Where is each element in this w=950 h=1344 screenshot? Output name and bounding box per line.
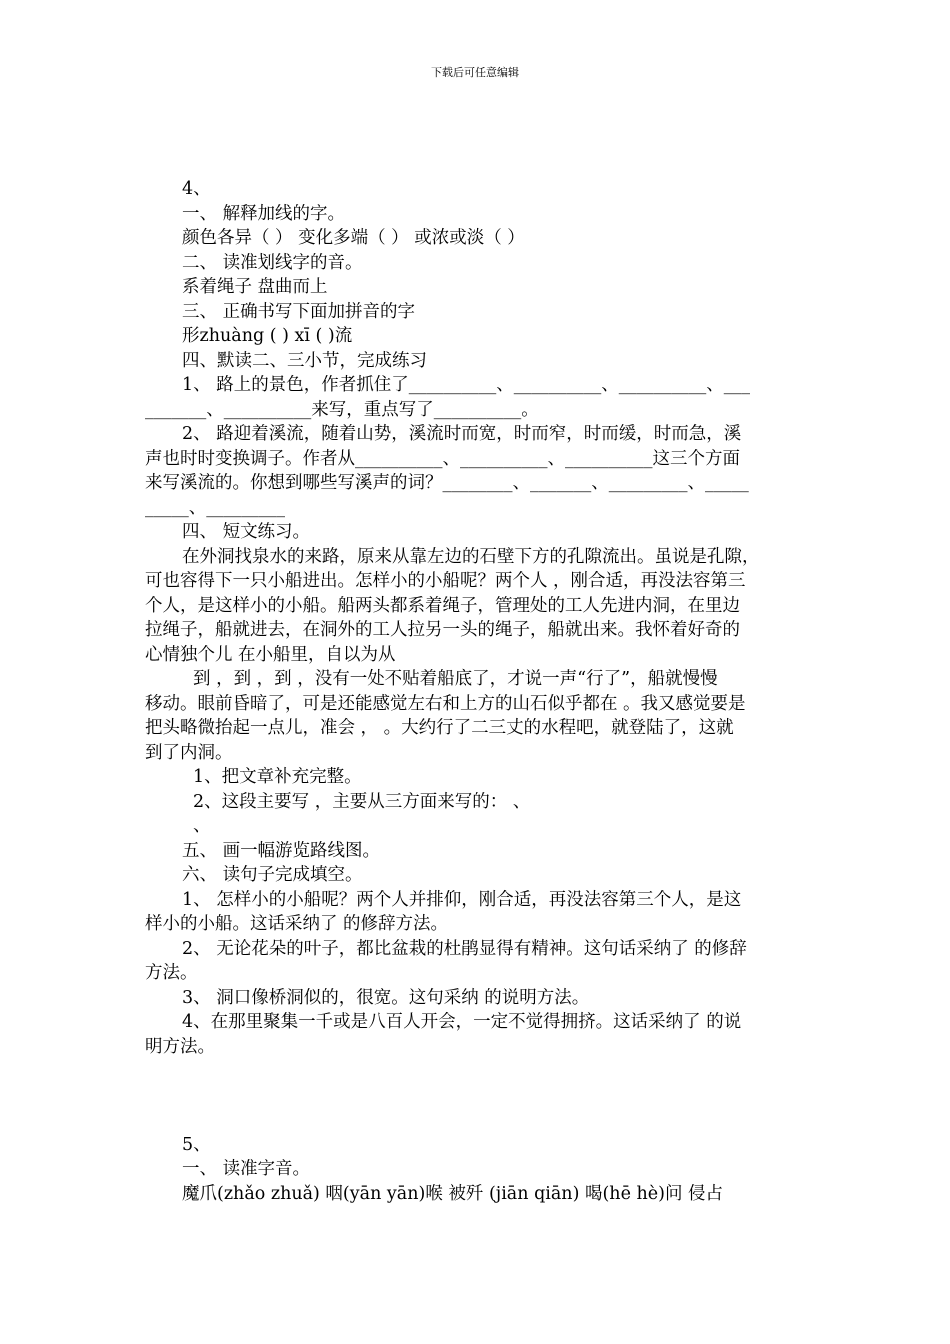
passage-line-6: 到 ，到 ，到 ，没有一处不贴着船底了，才说一声“行了”，船就慢慢 xyxy=(193,669,718,689)
passage-line-8: 把头略微抬起一点儿，准会 ， 。大约行了二三丈的水程吧，就登陆了，这就 xyxy=(145,718,734,738)
q4-title: 四、默读二、三小节，完成练习 xyxy=(182,350,427,371)
passage-line-9: 到了内洞。 xyxy=(145,742,233,763)
q6-title: 五、 画一幅游览路线图。 xyxy=(182,840,381,861)
q7-item3: 3、 洞口像桥洞似的，很宽。这句采纳 的说明方法。 xyxy=(182,987,590,1008)
q7-item2-line2: 方法。 xyxy=(145,963,198,983)
q7-item2-line1: 2、 无论花朵的叶子，都比盆栽的杜鹃显得有精神。这句话采纳了 的修辞 xyxy=(182,938,747,959)
passage-line-4: 拉绳子，船就进去，在洞外的工人拉另一头的绳子，船就出来。我怀着好奇的 xyxy=(145,620,740,640)
passage-question-1: 1、把文章补充完整。 xyxy=(193,767,362,787)
section-5-number: 5、 xyxy=(182,1134,211,1155)
q7-item1-line1: 1、 怎样小的小船呢？两个人并排仰，刚合适，再没法容第三个人，是这 xyxy=(182,889,742,910)
q7-title: 六、 读句子完成填空。 xyxy=(182,865,363,885)
passage-line-1: 在外洞找泉水的来路，原来从靠左边的石壁下方的孔隙流出。虽说是孔隙， xyxy=(182,546,760,567)
q3-body: 形zhuàng ( ) xī ( )流 xyxy=(182,326,353,346)
passage-line-2: 可也容得下一只小船进出。怎样小的小船呢？两个人 ，刚合适，再没法容第三 xyxy=(145,571,746,591)
q4-part2-line2: 声也时时变换调子。作者从__________、__________、__________这三个方面 xyxy=(145,448,740,469)
q3-title: 三、 正确书写下面加拼音的字 xyxy=(182,301,416,322)
q4-part2-line1: 2、 路迎着溪流，随着山势，溪流时而宽，时而窄，时而缓，时而急，溪 xyxy=(182,424,742,444)
section-4-number: 4、 xyxy=(182,179,211,199)
q7-item1-line2: 样小的小船。这话采纳了 的修辞方法。 xyxy=(145,914,449,934)
passage-line-5: 心情独个儿 在小船里，自以为从 xyxy=(145,644,396,665)
q1-body: 颜色各异（ ） 变化多端（ ） 或浓或淡（ ） xyxy=(182,228,525,248)
q2-body: 系着绳子 盘曲而上 xyxy=(182,277,328,297)
q7-item4-line1: 4、在那里聚集一千或是八百人开会，一定不觉得拥挤。这话采纳了 的说 xyxy=(182,1012,742,1032)
s5-q1-body: 魔爪(zhǎo zhuǎ) 咽(yān yān)喉 被歼 (jiān qiān) 喝(hē hè)问 侵占 xyxy=(182,1183,724,1204)
q1-title: 一、 解释加线的字。 xyxy=(182,203,346,224)
document-body xyxy=(145,177,805,1206)
section-gap xyxy=(145,1059,805,1133)
q5-title: 四、 短文练习。 xyxy=(182,522,311,542)
passage-line-7: 移动。眼前昏暗了，可是还能感觉左右和上方的山石似乎都在 。我又感觉要是 xyxy=(145,693,746,714)
q2-title: 二、 读准划线字的音。 xyxy=(182,252,363,273)
passage-question-2-cont: 、 xyxy=(193,816,211,836)
page-header: 下载后可任意编辑 xyxy=(431,66,519,79)
q4-part2-line4: _____、_________ xyxy=(145,497,285,518)
q4-part2-line3: 来写溪流的。你想到哪些写溪声的词？________、_______、_________、_____ xyxy=(145,473,749,493)
q7-item4-line2: 明方法。 xyxy=(145,1036,215,1057)
q4-part1-line2: _______、__________来写，重点写了__________。 xyxy=(145,399,539,420)
passage-question-2: 2、这段主要写 ，主要从三方面来写的： 、 xyxy=(193,791,531,812)
passage-line-3: 个人，是这样小的小船。船两头都系着绳子，管理处的工人先进内洞，在里边 xyxy=(145,595,740,616)
q4-part1-line1: 1、 路上的景色，作者抓住了__________、__________、__________、___ xyxy=(182,375,750,395)
s5-q1-title: 一、 读准字音。 xyxy=(182,1159,311,1179)
